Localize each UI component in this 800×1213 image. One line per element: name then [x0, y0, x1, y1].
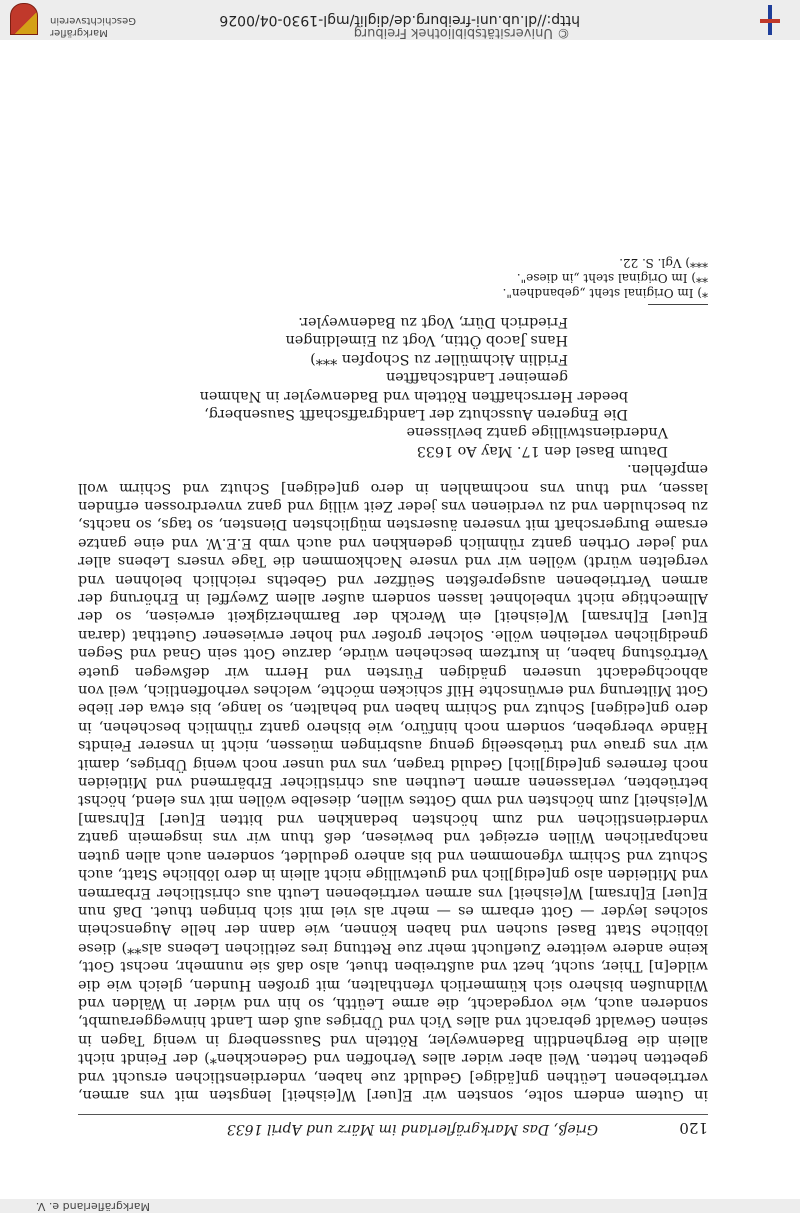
copyright-notice: © Universitätsbibliothek Freiburg — [353, 25, 570, 40]
footnotes — [78, 255, 708, 300]
closing-body-2: beeder Herrschafften Rötteln vnd Badenweyler in Nahmen — [199, 387, 628, 404]
footnote-3: ***) Vgl. S. 22. — [619, 255, 708, 270]
running-title: Grieß, Das Markgräflerland im März und April 1633 — [226, 1121, 598, 1137]
coat-of-arms-logo — [10, 3, 38, 35]
permalink-url[interactable]: http://dl.ub.uni-freiburg.de/diglit/mgl-1930-04/0026 — [219, 12, 580, 28]
top-bar — [0, 1199, 800, 1213]
footnote-1: *) Im Original steht „gebandhen". — [502, 285, 708, 300]
closing-salutation: Vnderdienstwillige gantz bevlissene — [406, 424, 668, 441]
body-text — [78, 460, 708, 1104]
closing-body: Die Engeren Ausschutz der Landtgraffschafft Sausenberg, — [204, 405, 628, 422]
association-name: Markgräflerland e. V. — [35, 1200, 150, 1213]
signature-1: Fridlin Aichmüller zu Schopfen ***) — [310, 350, 568, 367]
closing-date: Datum Basel den 17. May Ao 1633 — [416, 442, 668, 459]
page-number: 120 — [679, 1119, 708, 1137]
footnote-2: **) Im Original steht „in diese". — [516, 270, 708, 285]
body-paragraph: in Gutem endern solte, sonsten wir E[uer] W[eisheit] lengsten mit vns armen, vertriebenen Leüthen gn[ädige] Geduldt zue haben, vnderdienstlichen ersucht vnd gebetten hetten. Weil aber wider alles Verhoffen vnd Gedenckhen*) der Feindt nicht allein die Berghendtlin Badenweyler, Rötteln vnd Saussenberg in wenig Tagen in seinen Gewaldt gebracht vnd alles Vich vnd Übriges auß dem Landt hinweggeraumbt, sonderen auch, wie vorgedacht, die arme Leütth, so hin vnd wider in Wälden vnd Wildnußen bishero sich kümmerlich vfenthalten, mit großen Hunden, gleich wie die wilde[n] Thier, sucht, hezt vnd außtreiben thuet, also daß sie nunmehr, nechst Gott, keine andere weittere Zueflucht mehr zue Rettung ires zeitlichen Lebens als**) diese löbliche Statt Basel suchen vnd haben können, wie dann der helle Augenschein solches leyder — Gott erbarm es — mehr als viel mit sich bringen thuet. Daß nun E[uer] E[hrsam] W[eisheit] vns armen vertriebenen Leuth aus christlicher Erbarmen vnd Mitleiden also gn[edig]lich vnd guetwillige nicht allein in dero löbliche Statt, auch Schutz vnd Schirm vfgenommen vnd bis anhero geduldet, sonderen auch allen guten nachparlichen Willen erzeiget vnd bewiesen, deß thun wir vns insgemein gantz vnderdienstlichen vnd zum höchsten bedankhen vnd bitten E[uer] E[hrsam] W[eisheit] zum höchsten vnd vmb Gottes willen, dieselbe wöllen mit vns elend, höchst betrüebten, verlassenen armen Leuthen aus christlicher Erbärmend vnd Mitleiden noch ferneres gn[edig]lich] Geduld tragen, vns vnd unser noch wenig Übriges, damit wir vns graue vnd trüebseelig genug ausbringen müessen, nicht in vnserer Feindts Hände vbergeben, sondern noch hinfüro, wie bishero gantz rühmlich beschehen, in dero gn[edigen] Schutz vnd Schirm haben vnd behalten, so lange, bis etwa der liebe Gott Milterung vnd erwünschte Hilf schicken möchte, welches verhoffentlich, weil von abhochgedacht unseren gnädigen Fürsten vnd Herrn wir deßwegen guete Vertröstung haben, in kurtzem beschehen würde, darzue Gott sein Gnad vnd Segen gnediglichen verleihen wölle. Solcher großer vnd hoher erwiesener Guetthat (daran E[uer] E[hrsam] W[eisheit] ein Werckh der Barmherzigkeit erweisen, so der Allmechtige nicht vnbelohnet lassen sondern außer allem Zweyffel in Erhörung der armen Vertriebenen ausgepreßten Seüffzer vnd Gebeths reichlich belohnen vnd vergelten würdt) wöllen wir vnd vnsere Nachkommen die Tage vnsers Lebens aller vnd jeder Orthen gantz rühmlich gedenkhen vnd auch vmb E.E.W. vnd eine gantze ersame Burgerschaft mit vnseren äusersten müglichsten Diensten, so tags, so nachts, zu beschulden vnd zu verdienen vns jeder Zeit willig vnd ganz vnverdrossen erfinden lassen, vnd thun vns nochmahlen in dero gn[edigen] Schutz vnd Schirm woll empfehlen. — [78, 461, 708, 1103]
page-content — [78, 255, 708, 1141]
bottom-bar — [0, 0, 800, 40]
signature-3: Friedrich Dürr, Vogt zu Badenweyler. — [298, 313, 568, 330]
library-logo — [760, 5, 780, 35]
society-name: Markgräfler Geschichtsverein — [50, 15, 136, 38]
closing-body-3: gemeiner Landtschafften — [385, 369, 568, 386]
signature-2: Hans Jacob Öttin, Vogt zu Eimeldingen — [285, 332, 568, 349]
running-head — [78, 1114, 708, 1141]
footnote-rule — [648, 304, 708, 305]
closing-block — [78, 313, 708, 460]
